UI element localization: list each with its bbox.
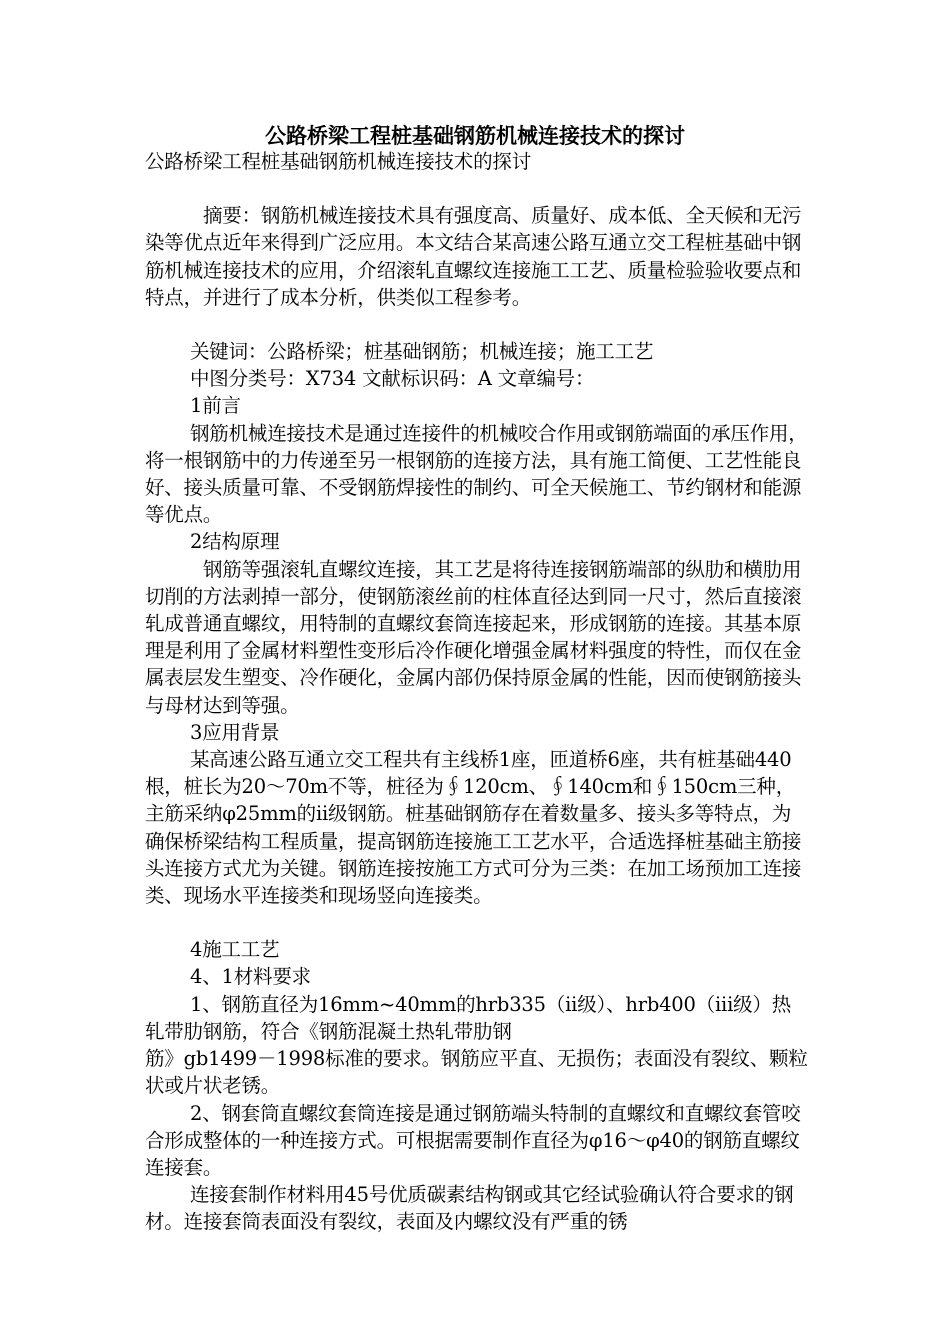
spacer [145, 311, 810, 338]
section-heading-1: 1前言 [190, 394, 241, 418]
section-heading-4: 4施工工艺 [190, 938, 280, 962]
classification-line: 中图分类号：X734 文献标识码：A 文章编号： [190, 367, 595, 391]
section-3-paragraph: 某高速公路互通立交工程共有主线桥1座，匝道桥6座，共有桩基础440根，桩长为20～70m不等，桩径为∮120cm、∮140cm和∮150cm三种，主筋采纳φ25mm的ii级钢筋。桩基础钢筋存在着数量多、接头多等特点，为确保桥梁结构工程质量，提高钢筋连接施工工艺水平，合适选择桩基础主筋接头连接方式尤为关键。钢筋连接按施工方式可分为三类：在加工场预加工连接类、现场水平连接类和现场竖向连接类。 [145, 748, 802, 908]
section-1-paragraph: 钢筋机械连接技术是通过连接件的机械咬合作用或钢筋端面的承压作用，将一根钢筋中的力传递至另一根钢筋的连接方法，具有施工简便、工艺性能良好、接头质量可靠、不受钢筋焊接性的制约、可全天候施工、节约钢材和能源等优点。 [145, 421, 808, 527]
section-2-paragraph: 钢筋等强滚轧直螺纹连接，其工艺是将待连接钢筋端部的纵肋和横肋用切削的方法剥掉一部分，使钢筋滚丝前的柱体直径达到同一尺寸，然后直接滚轧成普通直螺纹，用特制的直螺纹套筒连接起来，形成钢筋的连接。其基本原理是利用了金属材料塑性变形后冷作硬化增强金属材料强度的特性，而仅在金属表层发生塑变、冷作硬化，金属内部仍保持原金属的性能，因而使钢筋接头与母材达到等强。 [145, 557, 802, 717]
subsection-4-1-paragraph-2: 2、钢套筒直螺纹套筒连接是通过钢筋端头特制的直螺纹和直螺纹套管咬合形成整体的一种连接方式。可根据需要制作直径为φ16～φ40的钢筋直螺纹连接套。 [145, 1101, 801, 1179]
document-title: 公路桥梁工程桩基础钢筋机械连接技术的探讨 [265, 123, 685, 148]
section-heading-3: 3应用背景 [190, 720, 280, 744]
abstract-paragraph: 摘要：钢筋机械连接技术具有强度高、质量好、成本低、全天候和无污染等优点近年来得到广泛应用。本文结合某高速公路互通立交工程桩基础中钢筋机械连接技术的应用，介绍滚轧直螺纹连接施工工艺、质量检验验收要点和特点，并进行了成本分析，供类似工程参考。 [145, 204, 802, 309]
keywords-line: 关键词：公路桥梁；桩基础钢筋；机械连接；施工工艺 [190, 340, 654, 364]
spacer [145, 909, 810, 936]
subsection-heading-4-1: 4、1材料要求 [190, 965, 311, 989]
subsection-4-1-paragraph-1a: 1、钢筋直径为16mm~40mm的hrb335（ii级）、hrb400（iii级）热轧带肋钢筋，符合《钢筋混凝土热轧带肋钢 [145, 992, 792, 1043]
spacer [145, 175, 810, 202]
section-heading-2: 2结构原理 [190, 530, 280, 554]
document-body [145, 148, 810, 1236]
document-subtitle: 公路桥梁工程桩基础钢筋机械连接技术的探讨 [145, 150, 532, 173]
subsection-4-1-paragraph-1b: 筋》gb1499－1998标准的要求。钢筋应平直、无损伤；表面没有裂纹、颗粒状或片状老锈。 [145, 1047, 808, 1098]
subsection-4-1-paragraph-3: 连接套制作材料用45号优质碳素结构钢或其它经试验确认符合要求的钢材。连接套筒表面没有裂纹，表面及内螺纹没有严重的锈 [145, 1183, 794, 1234]
